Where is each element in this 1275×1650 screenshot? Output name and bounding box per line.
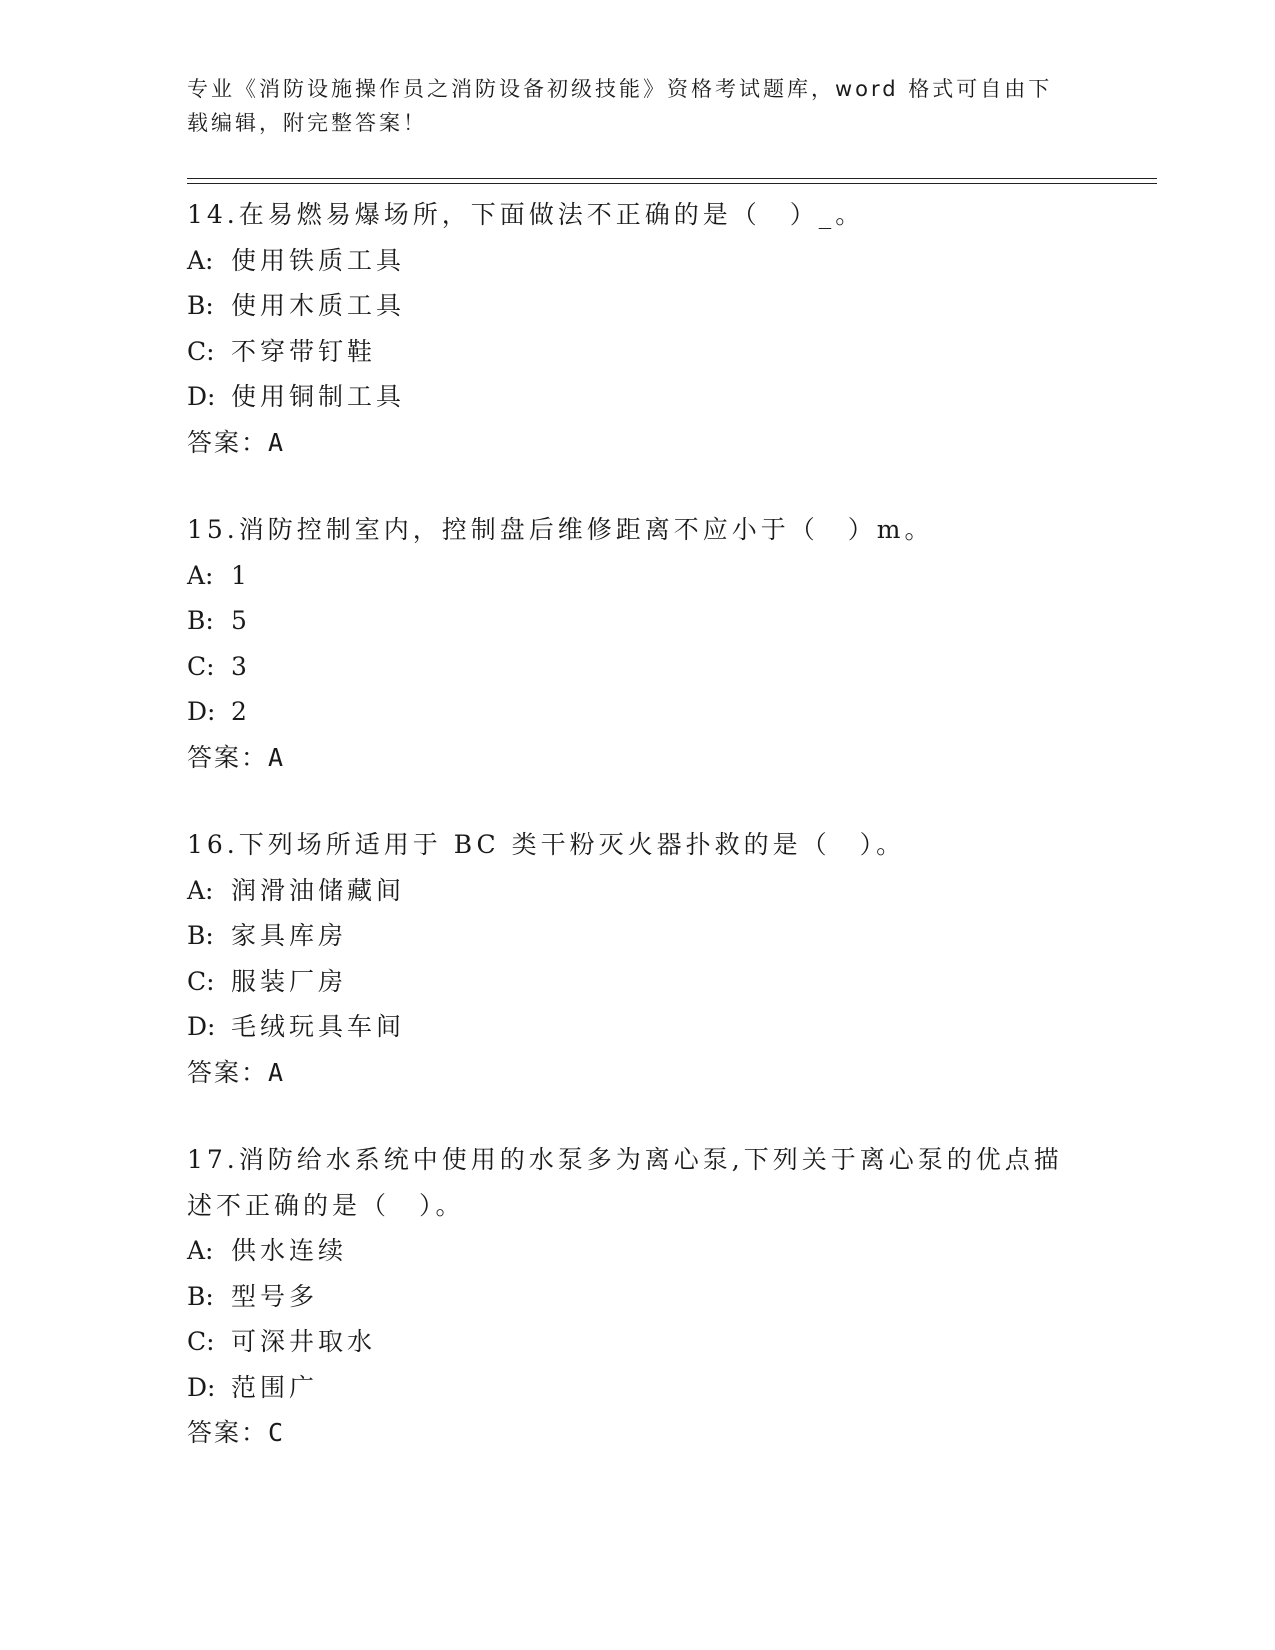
header-line-2: 载编辑，附完整答案！ [187, 111, 427, 135]
answer-label: 答案： [187, 1418, 269, 1447]
answer-value: A [268, 427, 286, 457]
option-text: 供水连续 [231, 1236, 348, 1265]
option-key: C: [187, 966, 215, 996]
option-d [187, 689, 1087, 735]
option-b [187, 283, 1087, 329]
option-text: 5 [231, 606, 251, 635]
option-key: C: [187, 1327, 215, 1356]
header-divider-top [187, 178, 1157, 179]
option-text: 1 [231, 560, 251, 590]
option-key: B: [187, 1281, 214, 1311]
question-17 [187, 1137, 1087, 1456]
option-key: B: [187, 291, 214, 320]
option-b [187, 598, 1087, 644]
question-text: 16.下列场所适用于 BC 类干粉灭火器扑救的是（ ）。 [187, 830, 906, 859]
question-14 [187, 192, 1087, 465]
option-text: 使用木质工具 [231, 291, 406, 320]
option-key: D: [187, 382, 216, 411]
option-key: A: [187, 1236, 214, 1265]
option-d [187, 374, 1087, 420]
answer [187, 1050, 1087, 1096]
option-key: A: [187, 560, 214, 590]
option-a [187, 553, 1087, 599]
option-key: C: [187, 651, 215, 681]
option-text: 3 [231, 651, 251, 681]
option-text: 使用铜制工具 [231, 382, 406, 411]
answer [187, 1410, 1087, 1456]
option-a [187, 1228, 1087, 1274]
answer-label: 答案： [187, 742, 269, 772]
answer-label: 答案： [187, 427, 269, 457]
question-text: 15.消防控制室内，控制盘后维修距离不应小于（ ）m。 [187, 515, 934, 544]
option-text: 2 [231, 697, 251, 726]
answer [187, 735, 1087, 781]
option-key: B: [187, 606, 214, 635]
option-key: A: [187, 875, 214, 905]
question-text-line-1: 17.消防给水系统中使用的水泵多为离心泵,下列关于离心泵的优点描 [187, 1145, 1063, 1174]
option-text: 家具库房 [231, 921, 348, 950]
option-text: 毛绒玩具车间 [231, 1012, 406, 1041]
question-15 [187, 507, 1087, 780]
option-a [187, 868, 1087, 914]
question-16 [187, 822, 1087, 1095]
option-text: 可深井取水 [231, 1327, 377, 1356]
option-text: 型号多 [231, 1281, 319, 1311]
option-a [187, 238, 1087, 284]
option-c [187, 644, 1087, 690]
option-b [187, 1274, 1087, 1320]
option-d [187, 1365, 1087, 1411]
option-key: D: [187, 1012, 216, 1041]
option-text: 不穿带钉鞋 [231, 336, 377, 366]
option-key: A: [187, 245, 214, 275]
header-line-1: 专业《消防设施操作员之消防设备初级技能》资格考试题库，word 格式可自由下 [187, 77, 1053, 101]
option-text: 润滑油储藏间 [231, 875, 406, 905]
question-text-line-2: 述不正确的是（ ）。 [187, 1190, 465, 1220]
option-c [187, 329, 1087, 375]
answer-value: A [268, 742, 286, 772]
option-d [187, 1004, 1087, 1050]
answer-value: A [268, 1057, 286, 1087]
option-text: 服装厂房 [231, 966, 348, 996]
option-c [187, 959, 1087, 1005]
document-header [187, 72, 1067, 140]
option-key: D: [187, 697, 216, 726]
question-text: 14.在易燃易爆场所，下面做法不正确的是（ ）_。 [187, 200, 865, 229]
option-key: C: [187, 336, 215, 366]
option-b [187, 913, 1087, 959]
option-key: D: [187, 1372, 216, 1402]
option-c [187, 1319, 1087, 1365]
answer-label: 答案： [187, 1057, 269, 1087]
option-text: 范围广 [231, 1372, 319, 1402]
option-key: B: [187, 921, 214, 950]
option-text: 使用铁质工具 [231, 245, 406, 275]
answer [187, 420, 1087, 466]
header-divider-bottom [187, 183, 1157, 184]
answer-value: C [268, 1418, 286, 1447]
